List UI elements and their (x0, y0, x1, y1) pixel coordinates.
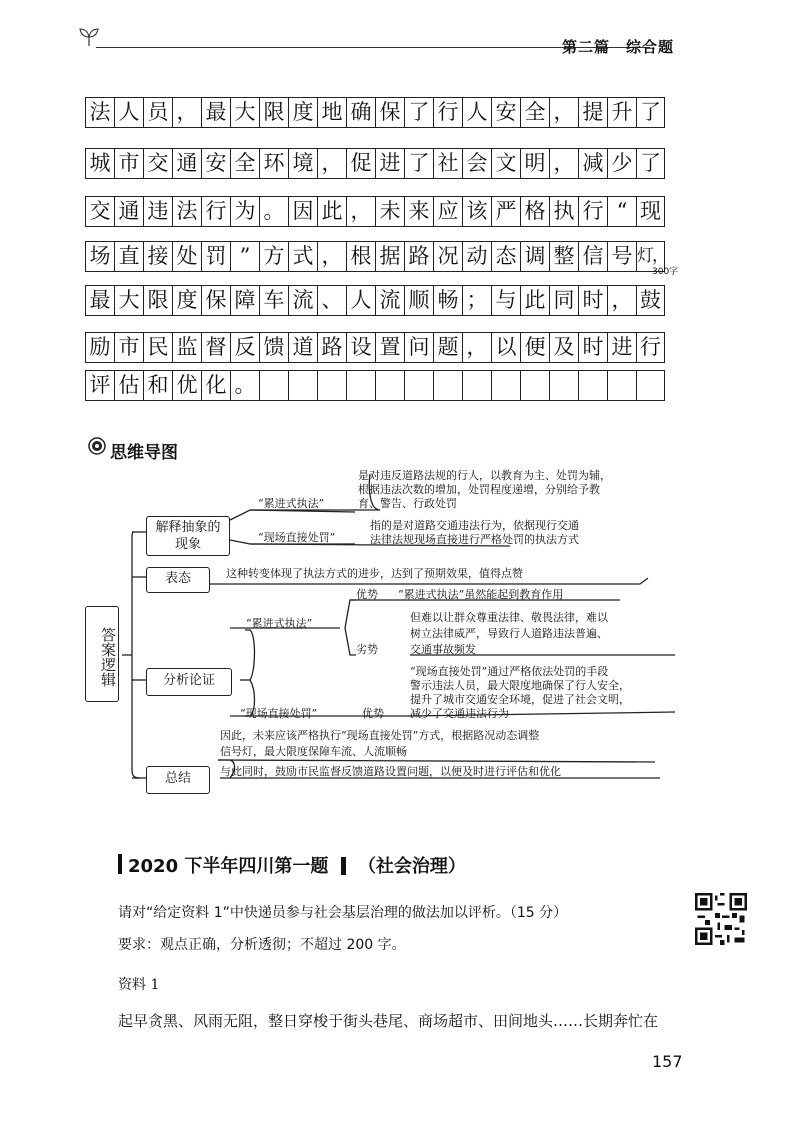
grid-row (85, 97, 665, 128)
grid-cell: “ (607, 196, 636, 227)
grid-cell: 。 (230, 370, 259, 401)
branch-stance: 表态 (146, 567, 210, 593)
grid-cell: 此 (520, 285, 549, 316)
grid-cell: 行 (636, 332, 665, 363)
analysis-onsite: “现场直接处罚” (240, 707, 318, 720)
adv-label-1: 优势 (356, 588, 378, 601)
grid-cell: 保 (201, 285, 230, 316)
grid-cell: 畅 (433, 285, 462, 316)
grid-row (85, 332, 665, 363)
grid-cell: 格 (520, 196, 549, 227)
grid-row (85, 370, 665, 401)
grid-cell: 与 (491, 285, 520, 316)
grid-cell: 根 (346, 241, 375, 272)
grid-cell: 及 (549, 332, 578, 363)
grid-cell (346, 370, 375, 401)
grid-cell: 市 (114, 148, 143, 179)
grid-cell: ， (317, 148, 346, 179)
page-number: 157 (652, 1052, 683, 1071)
grid-cell: 了 (404, 97, 433, 128)
grid-cell: 城 (85, 148, 114, 179)
grid-cell: 反 (230, 332, 259, 363)
grid-cell: 环 (259, 148, 288, 179)
grid-cell: 境 (288, 148, 317, 179)
term-progressive-def-3: 育、警告、行政处罚 (358, 497, 457, 510)
grid-cell: 通 (114, 196, 143, 227)
grid-cell: 置 (375, 332, 404, 363)
grid-cell: ， (462, 332, 491, 363)
grid-cell (520, 370, 549, 401)
grid-cell: 灯， (636, 241, 665, 272)
grid-cell: 同 (549, 285, 578, 316)
grid-cell (259, 370, 288, 401)
question-title (128, 852, 466, 878)
grid-cell: 优 (172, 370, 201, 401)
grid-cell: 人 (346, 285, 375, 316)
grid-cell: 题 (433, 332, 462, 363)
title-bar (118, 854, 122, 874)
grid-cell: 会 (462, 148, 491, 179)
grid-cell: 交 (143, 148, 172, 179)
grid-cell: 明 (520, 148, 549, 179)
grid-cell: 时 (578, 332, 607, 363)
grid-cell: 法 (85, 97, 114, 128)
grid-cell (404, 370, 433, 401)
grid-cell: 大 (114, 285, 143, 316)
grid-cell: 了 (636, 97, 665, 128)
grid-cell: 号 (607, 241, 636, 272)
summary-2: 与此同时，鼓励市民监督反馈道路设置问题，以便及时进行评估和优化 (220, 765, 561, 778)
onsite-adv-4: 减少了交通违法行为 (410, 707, 509, 720)
grid-cell (578, 370, 607, 401)
grid-cell: 流 (375, 285, 404, 316)
grid-cell: 馈 (259, 332, 288, 363)
grid-cell: 全 (520, 97, 549, 128)
grid-cell: 。 (259, 196, 288, 227)
grid-cell: 问 (404, 332, 433, 363)
grid-cell: 车 (259, 285, 288, 316)
grid-cell: 度 (288, 97, 317, 128)
material-text: 起早贪黑、风雨无阻，整日穿梭于街头巷尾、商场超市、田间地头……长期奔忙在 (118, 1012, 659, 1030)
summary-1b: 信号灯，最大限度保障车流、人流顺畅 (220, 745, 407, 758)
grid-cell: 文 (491, 148, 520, 179)
grid-cell (288, 370, 317, 401)
progressive-adv: “累进式执法”虽然能起到教育作用 (398, 588, 564, 601)
grid-cell: ； (462, 285, 491, 316)
grid-cell: 严 (491, 196, 520, 227)
term-progressive-def-2: 根据违法次数的增加，处罚程度递增，分别给予教 (358, 483, 600, 496)
grid-cell: 确 (346, 97, 375, 128)
grid-cell: ， (346, 196, 375, 227)
grid-cell: 了 (404, 148, 433, 179)
grid-cell: 路 (404, 241, 433, 272)
grid-cell: 为 (230, 196, 259, 227)
grid-cell: ， (172, 97, 201, 128)
grid-cell: 调 (520, 241, 549, 272)
grid-cell: 市 (114, 332, 143, 363)
grid-cell: 最 (85, 285, 114, 316)
grid-cell: ” (230, 241, 259, 272)
grid-cell (607, 370, 636, 401)
root-node: 答案逻辑 (85, 606, 119, 702)
grid-row (85, 196, 665, 227)
grid-cell: 应 (433, 196, 462, 227)
grid-cell: 式 (288, 241, 317, 272)
grid-cell (433, 370, 462, 401)
grid-cell: 顺 (404, 285, 433, 316)
grid-cell (491, 370, 520, 401)
mind-map (80, 460, 720, 800)
grid-cell: 度 (172, 285, 201, 316)
grid-cell: 励 (85, 332, 114, 363)
grid-cell: 罚 (201, 241, 230, 272)
grid-cell: 信 (578, 241, 607, 272)
grid-cell: 进 (607, 332, 636, 363)
material-label: 资料 1 (118, 977, 160, 993)
grid-cell: 促 (346, 148, 375, 179)
grid-cell (549, 370, 578, 401)
grid-cell: 减 (578, 148, 607, 179)
grid-cell: 估 (114, 370, 143, 401)
grid-cell: ， (549, 97, 578, 128)
grid-cell: 行 (433, 97, 462, 128)
grid-cell: 况 (433, 241, 462, 272)
grid-cell: 安 (201, 148, 230, 179)
grid-cell: 人 (114, 97, 143, 128)
grid-cell: ， (317, 241, 346, 272)
question-tag: （社会治理） (357, 856, 466, 877)
summary-1a: 因此，未来应该严格执行“现场直接处罚”方式，根据路况动态调整 (220, 729, 540, 742)
term-onsite-def-1: 指的是对道路交通违法行为，依据现行交通 (370, 519, 579, 532)
stance-text: 这种转变体现了执法方式的进步，达到了预期效果，值得点赞 (226, 567, 523, 580)
grid-cell: 升 (607, 97, 636, 128)
disadv-label: 劣势 (356, 643, 378, 656)
grid-cell: 流 (288, 285, 317, 316)
grid-cell: 便 (520, 332, 549, 363)
question-requirements: 要求：观点正确，分析透彻；不超过 200 字。 (118, 937, 406, 953)
grid-cell: 道 (288, 332, 317, 363)
grid-cell: 鼓 (636, 285, 665, 316)
grid-row (85, 241, 665, 272)
grid-cell: 行 (201, 196, 230, 227)
grid-cell: 因 (288, 196, 317, 227)
grid-cell: 未 (375, 196, 404, 227)
grid-cell: 行 (578, 196, 607, 227)
grid-cell: 处 (172, 241, 201, 272)
grid-cell: 动 (462, 241, 491, 272)
grid-cell: 通 (172, 148, 201, 179)
grid-cell: 整 (549, 241, 578, 272)
branch-explain: 解释抽象的现象 (146, 516, 230, 556)
term-onsite: “现场直接处罚” (258, 531, 336, 544)
grid-cell: 执 (549, 196, 578, 227)
grid-cell: 现 (636, 196, 665, 227)
chapter-title: 第二篇 综合题 (562, 38, 675, 56)
grid-cell: 督 (201, 332, 230, 363)
grid-cell: 此 (317, 196, 346, 227)
qr-code-icon[interactable] (695, 893, 747, 945)
grid-cell (636, 370, 665, 401)
grid-cell: 民 (143, 332, 172, 363)
progressive-dis-1: 但难以让群众尊重法律、敬畏法律，难以 (410, 611, 608, 624)
branch-summary: 总结 (146, 766, 210, 794)
analysis-progressive: “累进式执法” (246, 617, 313, 630)
grid-cell: 以 (491, 332, 520, 363)
grid-cell: 设 (346, 332, 375, 363)
grid-cell: 监 (172, 332, 201, 363)
grid-row (85, 285, 665, 316)
grid-cell: 和 (143, 370, 172, 401)
question-prompt: 请对“给定资料 1”中快递员参与社会基层治理的做法加以评析。（15 分） (118, 905, 568, 921)
branch-analysis: 分析论证 (146, 668, 232, 696)
adv-label-2: 优势 (362, 707, 384, 720)
grid-cell: ， (607, 285, 636, 316)
grid-cell: 该 (462, 196, 491, 227)
progressive-dis-2: 树立法律威严，导致行人道路违法普遍、 (410, 627, 608, 640)
word-count-mark: 300字 (652, 267, 679, 277)
title-separator (341, 857, 346, 875)
progressive-dis-3: 交通事故频发 (410, 643, 476, 656)
grid-cell: 社 (433, 148, 462, 179)
grid-cell: 进 (375, 148, 404, 179)
grid-cell: 提 (578, 97, 607, 128)
grid-cell: 限 (259, 97, 288, 128)
grid-cell: 交 (85, 196, 114, 227)
mindmap-title: 思维导图 (110, 443, 178, 463)
grid-cell: 最 (201, 97, 230, 128)
grid-cell: ， (549, 148, 578, 179)
grid-cell: 、 (317, 285, 346, 316)
onsite-adv-1: “现场直接处罚”通过严格依法处罚的手段 (410, 665, 609, 678)
onsite-adv-2: 警示违法人员，最大限度地确保了行人安全， (410, 679, 630, 692)
grid-cell: 法 (172, 196, 201, 227)
grid-cell: 少 (607, 148, 636, 179)
grid-cell: 来 (404, 196, 433, 227)
grid-cell: 障 (230, 285, 259, 316)
grid-cell: 方 (259, 241, 288, 272)
grid-cell: 据 (375, 241, 404, 272)
grid-cell: 限 (143, 285, 172, 316)
grid-cell: 违 (143, 196, 172, 227)
grid-cell: 直 (114, 241, 143, 272)
flower-badge-icon (88, 437, 106, 455)
grid-cell: 员 (143, 97, 172, 128)
grid-cell: 时 (578, 285, 607, 316)
grid-cell: 了 (636, 148, 665, 179)
grid-cell (375, 370, 404, 401)
term-progressive: “累进式执法” (258, 497, 325, 510)
grid-cell: 态 (491, 241, 520, 272)
grid-cell: 化 (201, 370, 230, 401)
grid-cell: 全 (230, 148, 259, 179)
grid-cell: 路 (317, 332, 346, 363)
sprout-icon (78, 26, 100, 48)
onsite-adv-3: 提升了城市交通安全环境，促进了社会文明， (410, 693, 630, 706)
question-title-text: 2020 下半年四川第一题 (128, 856, 329, 877)
grid-cell: 接 (143, 241, 172, 272)
term-onsite-def-2: 法律法规现场直接进行严格处罚的执法方式 (370, 533, 579, 546)
grid-cell: 人 (462, 97, 491, 128)
grid-cell: 评 (85, 370, 114, 401)
grid-cell: 场 (85, 241, 114, 272)
grid-cell (317, 370, 346, 401)
grid-cell: 安 (491, 97, 520, 128)
grid-cell: 大 (230, 97, 259, 128)
grid-cell: 地 (317, 97, 346, 128)
grid-cell: 保 (375, 97, 404, 128)
term-progressive-def-1: 是对违反道路法规的行人，以教育为主、处罚为辅， (358, 469, 611, 482)
grid-row (85, 148, 665, 179)
grid-cell (462, 370, 491, 401)
